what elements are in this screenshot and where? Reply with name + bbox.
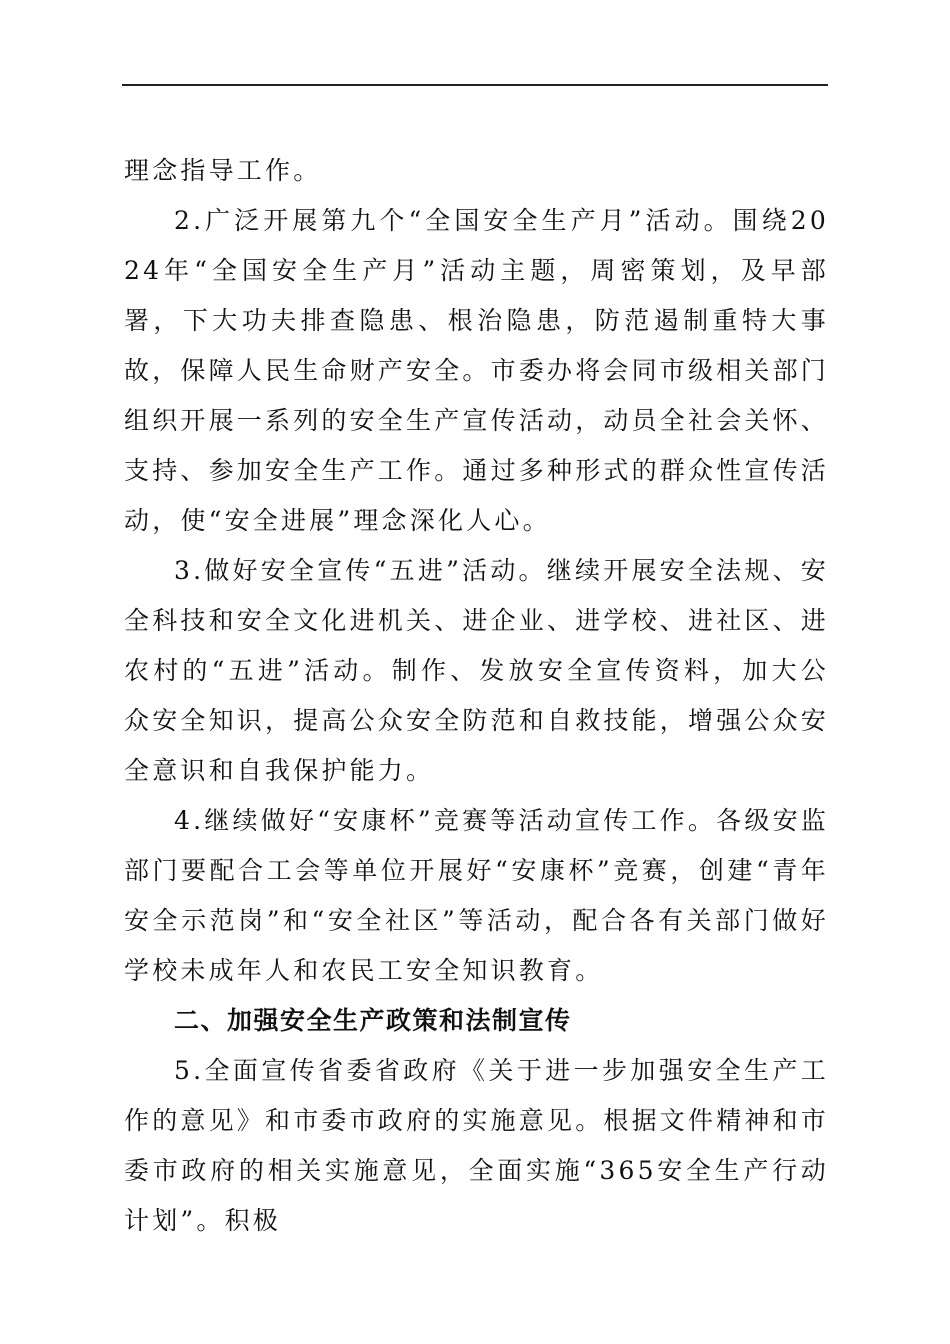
paragraph-item-4: 4.继续做好“安康杯”竞赛等活动宣传工作。各级安监部门要配合工会等单位开展好“安康杯”竞赛，创建“青年安全示范岗”和“安全社区”等活动，配合各有关部门做好学校未成年人和农民工安全知识教育。 [124,806,829,985]
document-body [124,146,829,1246]
paragraph-item-3: 3.做好安全宣传“五进”活动。继续开展安全法规、安全科技和安全文化进机关、进企业、进学校、进社区、进农村的“五进”活动。制作、发放安全宣传资料，加大公众安全知识，提高公众安全防范和自救技能，增强公众安全意识和自我保护能力。 [124,556,830,785]
paragraph-item-5: 5.全面宣传省委省政府《关于进一步加强安全生产工作的意见》和市委市政府的实施意见。根据文件精神和市委市政府的相关实施意见，全面实施“365安全生产行动计划”。积极 [124,1056,830,1235]
header-rule [122,84,828,86]
paragraph-item-2: 2.广泛开展第九个“全国安全生产月”活动。围绕2024年“全国安全生产月”活动主题，周密策划，及早部署，下大功夫排查隐患、根治隐患，防范遏制重特大事故，保障人民生命财产安全。市委办将会同市级相关部门组织开展一系列的安全生产宣传活动，动员全社会关怀、支持、参加安全生产工作。通过多种形式的群众性宣传活动，使“安全进展”理念深化人心。 [124,206,830,535]
paragraph-continuation: 理念指导工作。 [124,156,322,185]
section-heading-2: 二、加强安全生产政策和法制宣传 [174,1006,572,1035]
